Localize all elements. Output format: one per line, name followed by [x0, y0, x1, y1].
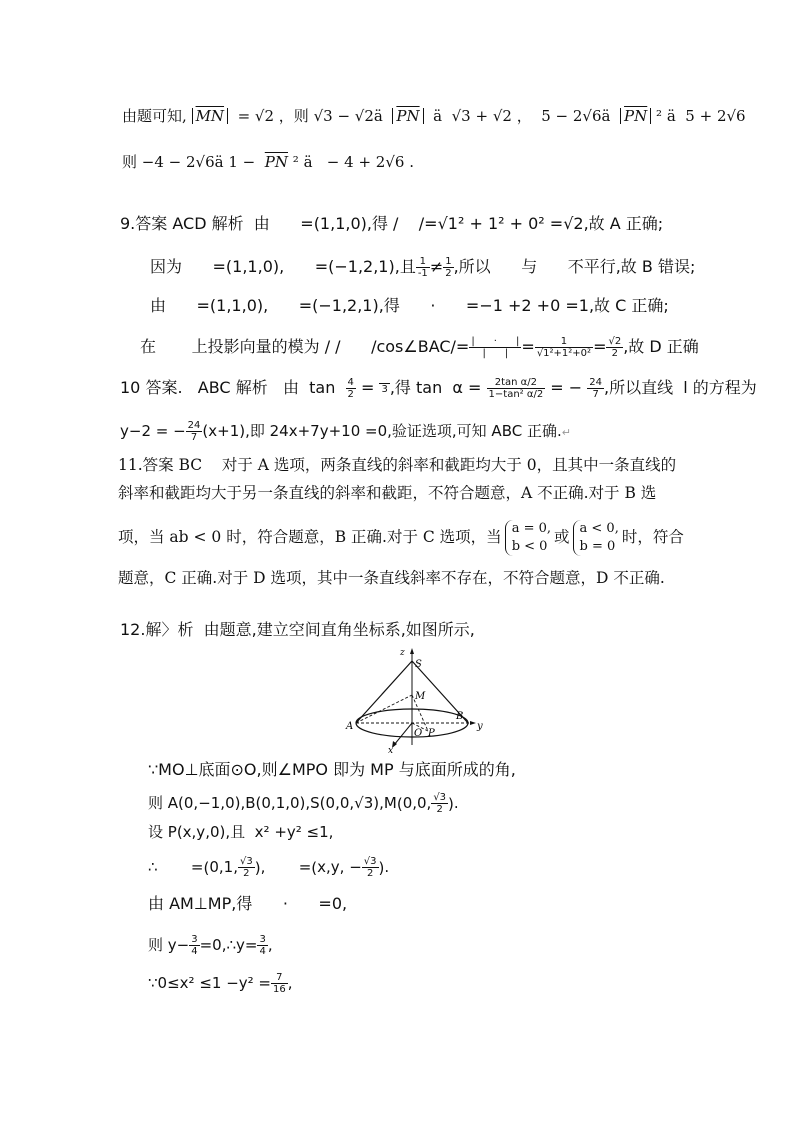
s12-frac-2 [238, 856, 255, 879]
s12-title [120, 620, 475, 640]
s12-frac-3-den: 2 [366, 868, 374, 879]
s12-l6a: 则 y− [148, 936, 190, 954]
s10-frac-4-num: 24 [187, 420, 201, 431]
s10-frac-3 [587, 377, 604, 400]
vector-mn: $\overline{MN}$ [195, 107, 225, 125]
s9-frac-2 [443, 256, 453, 279]
s12-title-text: 12.解〉析 由题意,建立空间直角坐标系,如图所示, [120, 620, 475, 639]
s9-frac-4-den: √1²+1²+0² [536, 348, 592, 359]
s10-a3: = − [545, 378, 588, 397]
s12-l2b: 0,0, [402, 794, 432, 812]
s12-l6c: , [267, 936, 273, 954]
s10-frac-2 [487, 377, 546, 400]
s12-l4-paren-1-close: ) [254, 858, 261, 877]
s12-frac-4-den: 4 [191, 946, 198, 957]
s10-frac-1 [346, 377, 356, 400]
s8-l1b: = √2 ，则 √3 − √2ä [232, 107, 388, 125]
s9-frac-2-den: 2 [445, 268, 452, 279]
s12-l7a: ∵0≤x² ≤1 −y² = [148, 974, 271, 992]
s12-line-1 [148, 760, 516, 780]
s12-frac-1-num: √3 [433, 792, 447, 803]
s12-line-5 [148, 894, 347, 914]
s9-frac-3-den: | | [482, 348, 509, 359]
s8-l1d: ² ä 5 + 2√6 [656, 107, 746, 125]
s11-line-2 [118, 483, 656, 503]
s10-frac-1b-den: 3 [381, 383, 388, 395]
s9-frac-5-den: 2 [611, 348, 619, 359]
s8-line-1 [122, 106, 746, 126]
s12-l4-paren-1: ( [203, 858, 210, 877]
s12-frac-6-num: 7 [271, 972, 288, 984]
s11-l3b: 或 [554, 528, 570, 546]
s12-l4-paren-2: ( [311, 858, 318, 877]
s12-l3: 设 P(x,y,0),且 x² +y² ≤1, [148, 823, 334, 841]
s9-b2: ,所以 与 不平行,故 B 错误; [453, 257, 696, 276]
s10-frac-1b [379, 383, 389, 395]
s9-a1: 9.答案 ACD 解析 由 =(1,1,0),得 / /=√1² + 1² + 0² =√2,故 A 正确; [120, 214, 664, 233]
s9-c1: 由 =(1,1,0), =(−1,2,1),得 · =−1 +2 +0 =1,故 C 正确; [150, 296, 669, 315]
s12-frac-5-num: 3 [259, 934, 266, 945]
s9-frac-1-num: 1 [416, 256, 430, 268]
s10-a4: ,所以直线 l 的方程为 [604, 378, 757, 397]
s9-line-c [150, 296, 669, 316]
s10-frac-1-den: 2 [347, 389, 354, 400]
s10-frac-2-num: 2tan α/2 [487, 377, 546, 389]
s12-l2c: . [453, 794, 459, 812]
s8-l1c: ä √3 + √2 ， 5 − 2√6ä [428, 107, 616, 125]
s12-frac-4 [189, 934, 199, 957]
s10-b2: (x+1),即 24x+7y+10 =0,验证选项,可知 ABC 正确. [202, 422, 562, 440]
s11-brace-1-a: a = 0, [511, 521, 551, 536]
s12-l4e: . [384, 858, 390, 876]
s12-frac-5 [257, 934, 267, 957]
s12-l5: 由 AM⊥MP,得 · =0, [148, 894, 348, 913]
s11-l3c: 时，符合 [621, 528, 684, 546]
s11-brace-1-b: b < 0 [511, 539, 548, 554]
vector-mn-abs [192, 108, 228, 124]
s12-l4a: ∴ = [148, 858, 204, 876]
s12-frac-1 [431, 792, 448, 815]
s11-brace-2-a: a < 0, [579, 521, 619, 536]
s12-line-7 [148, 972, 293, 995]
vector-pn-abs-1 [392, 108, 423, 124]
s10-frac-4-den: 7 [190, 432, 198, 443]
s11-brace-2-b: b = 0 [579, 539, 616, 554]
s9-eq-2: = [593, 337, 607, 356]
return-mark-icon: ↵ [561, 426, 571, 439]
vector-pn-abs-2 [620, 108, 651, 124]
s12-l4c: , = [260, 858, 312, 876]
label-s: S [415, 659, 422, 670]
s10-frac-3-den: 7 [592, 389, 599, 400]
label-o: O [414, 728, 423, 739]
s12-l4-paren-2-close: ) [378, 858, 385, 877]
vector-pn-1: $\overline{PN}$ [396, 107, 420, 125]
s12-frac-5-den: 4 [259, 946, 266, 957]
s12-line-3 [148, 822, 333, 842]
s11-l3a: 项，当 ab < 0 时，符合题意，B 正确.对于 C 选项，当 [118, 528, 502, 546]
s12-l2a: 则 A(0,−1,0),B(0,1,0),S(0,0,√3),M [148, 794, 397, 812]
cone-side-left [356, 661, 412, 723]
s12-l4d: x,y, − [317, 858, 362, 876]
s10-line-b [120, 420, 571, 443]
x-axis [394, 723, 412, 745]
s9-frac-3-num: | · | [471, 336, 520, 347]
s9-frac-4-num: 1 [535, 336, 593, 348]
s12-line-4 [148, 856, 389, 879]
s12-frac-6-den: 16 [273, 984, 286, 995]
s9-frac-1-den: -1 [417, 268, 428, 279]
s12-frac-1-den: 2 [436, 804, 443, 815]
s11-line-1 [118, 455, 676, 475]
s12-l6b: =0,∴y= [199, 936, 258, 954]
s10-eq: = [355, 378, 380, 397]
label-z: z [400, 648, 405, 658]
s12-frac-3 [362, 856, 379, 879]
s11-line-4 [118, 568, 665, 588]
s12-frac-6 [271, 972, 288, 995]
cone-figure [340, 645, 490, 755]
s10-a1: 10 答案. ABC 解析 由 tan [120, 378, 346, 397]
s12-frac-2-den: 2 [243, 868, 250, 879]
label-b: B [456, 711, 464, 722]
s8-l2b: ² ä − 4 + 2√6 . [292, 153, 414, 171]
y-axis-arrow-icon [470, 721, 476, 725]
s9-not-equal: ≠ [429, 257, 444, 276]
vector-pn-3: $\overline{PN}$ [264, 153, 288, 171]
label-m: M [415, 691, 426, 702]
s12-line-2 [148, 792, 459, 815]
label-y: y [477, 721, 483, 732]
s9-line-d [140, 336, 699, 359]
s8-line-2 [122, 152, 414, 172]
s9-b1: 因为 =(1,1,0), =(−1,2,1),且 [150, 257, 416, 276]
s12-line-6 [148, 934, 273, 957]
s11-l2: 斜率和截距均大于另一条直线的斜率和截距，不符合题意，A 不正确.对于 B 选 [118, 484, 657, 502]
s8-l2a: 则 −4 − 2√6ä 1 − [122, 153, 260, 171]
vector-pn-2: $\overline{PN}$ [624, 107, 648, 125]
s9-frac-3 [469, 336, 521, 359]
label-a: A [346, 721, 354, 732]
s12-frac-2-num: √3 [239, 856, 253, 867]
s9-eq-1: = [521, 337, 535, 356]
s9-line-a [120, 214, 663, 234]
s9-frac-2-num: 1 [445, 256, 452, 267]
label-x: x [388, 746, 394, 755]
s11-l4: 题意，C 正确.对于 D 选项，其中一条直线斜率不存在，不符合题意，D 不正确. [118, 569, 665, 587]
s8-l1a: 由题可知, [122, 107, 187, 125]
s12-frac-3-num: √3 [363, 856, 377, 867]
s9-line-b [150, 256, 695, 279]
s9-d2: ,故 D 正确 [623, 337, 699, 356]
s9-frac-4 [535, 336, 593, 359]
s11-l1: 11.答案 BC 对于 A 选项，两条直线的斜率和截距均大于 0，且其中一条直线的 [118, 456, 677, 474]
s9-d1: 在 上投影向量的模为 / / /cos∠BAC/= [140, 337, 470, 356]
s12-l2-paren: ( [396, 794, 403, 813]
s9-frac-5 [606, 336, 623, 359]
s9-frac-1 [416, 256, 430, 279]
s9-frac-5-num: √2 [608, 336, 622, 347]
label-p: P [428, 728, 435, 739]
s10-frac-3-num: 24 [589, 377, 602, 388]
s10-line-a [120, 377, 757, 400]
z-axis-arrow-icon [410, 648, 414, 654]
s12-l1: ∵MO⊥底面⊙O,则∠MPO 即为 MP 与底面所成的角, [148, 760, 516, 779]
s11-line-3 [118, 520, 684, 556]
s10-frac-2-den: 1−tan² α/2 [488, 389, 544, 400]
s10-a2: ,得 tan α = [389, 378, 487, 397]
s10-b1: y−2 = − [120, 422, 186, 440]
s12-l2-paren-close: ) [448, 794, 454, 813]
s12-frac-4-num: 3 [191, 934, 198, 945]
s12-l4b: 0,1, [209, 858, 238, 876]
s10-frac-4 [186, 420, 203, 443]
s12-l7b: , [287, 974, 293, 992]
s10-frac-1-num: 4 [347, 377, 354, 388]
s11-brace-2 [573, 520, 619, 556]
s11-brace-1 [505, 520, 551, 556]
